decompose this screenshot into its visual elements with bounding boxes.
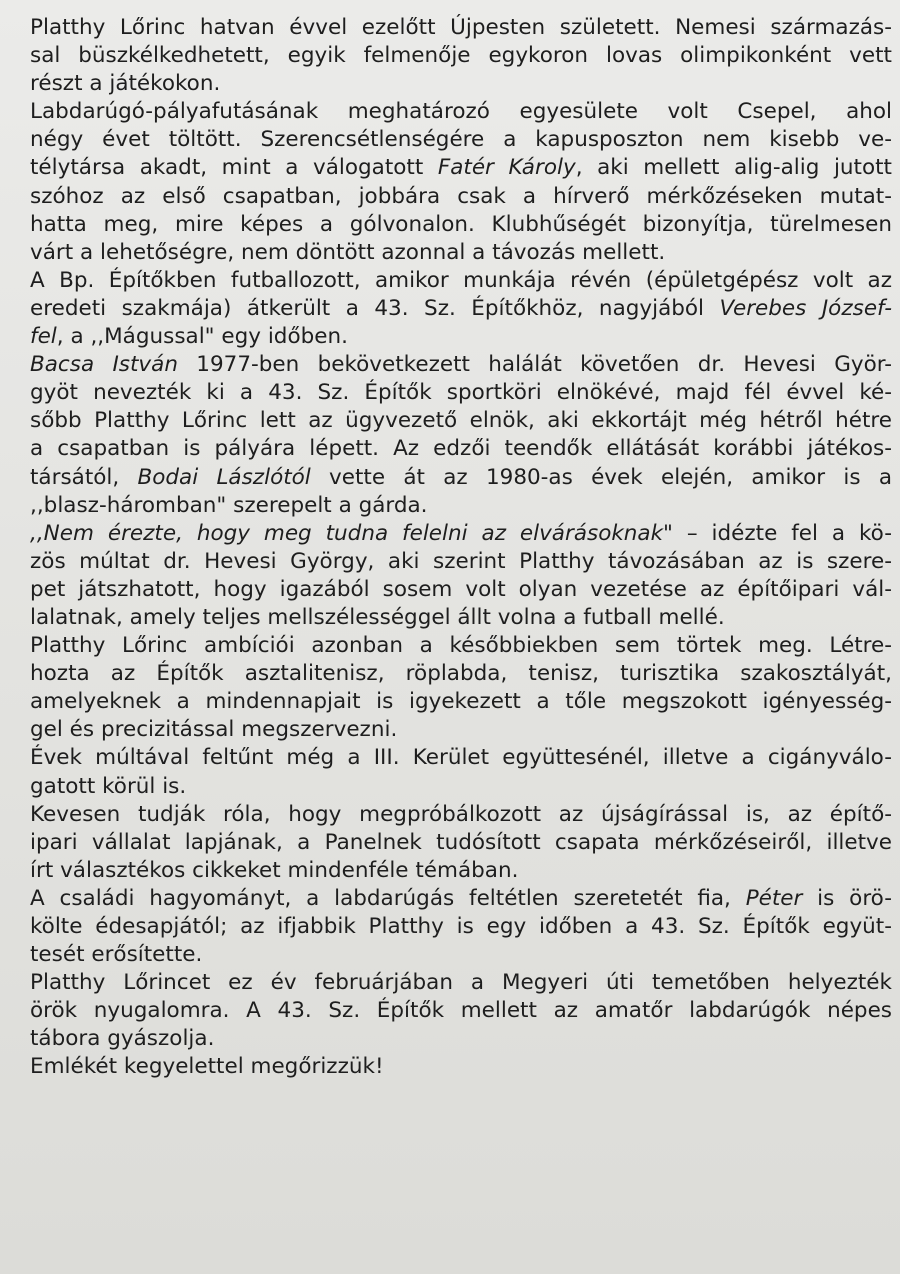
paragraph: [30, 14, 892, 98]
text-segment: Emlékét kegyelettel megőrizzük!: [30, 1054, 384, 1080]
italic-name: Bacsa István: [30, 352, 178, 378]
text-line: [30, 857, 892, 885]
text-line: [30, 295, 892, 323]
text-line: [30, 379, 892, 407]
text-segment: 1977-ben bekövetkezett halálát követően dr. Hevesi Györ-: [177, 352, 892, 378]
text-segment: várt a lehetőségre, nem döntött azonnal a távozás mellett.: [30, 239, 666, 265]
text-line: [30, 239, 892, 267]
text-line: [30, 913, 892, 941]
paragraph: [30, 98, 892, 267]
text-line: [30, 632, 892, 660]
paragraph: [30, 267, 892, 351]
text-segment: négy évet töltött. Szerencsétlenségére a kapusposzton nem kisebb ve-: [30, 127, 892, 153]
text-segment: gel és precizitással megszervezni.: [30, 717, 398, 743]
text-line: [30, 1025, 892, 1053]
text-segment: A Bp. Építőkben futballozott, amikor munkája révén (épületgépész volt az: [30, 267, 892, 293]
text-segment: gatott körül is.: [30, 773, 187, 799]
text-segment: amelyeknek a mindennapjait is igyekezett a tőle megszokott igényesség-: [30, 689, 892, 715]
paragraph: [30, 520, 892, 632]
text-line: [30, 997, 892, 1025]
text-segment: zös múltat dr. Hevesi György, aki szerint Platthy távozásában az is szere-: [30, 548, 892, 574]
text-line: [30, 492, 892, 520]
text-segment: Platthy Lőrinc ambíciói azonban a későbbiekben sem törtek meg. Létre-: [30, 633, 892, 659]
italic-name: Verebes József-: [719, 295, 892, 321]
text-line: [30, 716, 892, 744]
text-line: [30, 885, 892, 913]
text-line: [30, 576, 892, 604]
text-segment: lalatnak, amely teljes mellszélességgel állt volna a futball mellé.: [30, 604, 725, 630]
text-segment: Évek múltával feltűnt még a III. Kerület együttesénél, illetve a cigányválo-: [30, 745, 892, 771]
text-segment: szóhoz az első csapatban, jobbára csak a hírverő mérkőzéseken mutat-: [30, 183, 892, 209]
text-line: [30, 773, 892, 801]
text-segment: Labdarúgó-pályafutásának meghatározó egyesülete volt Csepel, ahol: [30, 99, 892, 125]
text-segment: vette át az 1980-as évek elején, amikor is a: [310, 464, 892, 490]
text-line: [30, 688, 892, 716]
text-line: [30, 969, 892, 997]
text-line: [30, 407, 892, 435]
text-line: [30, 154, 892, 182]
text-line: [30, 42, 892, 70]
text-segment: ,,blasz-háromban" szerepelt a gárda.: [30, 492, 428, 518]
text-segment: hatta meg, mire képes a gólvonalon. Klubhűségét bizonyítja, türelmesen: [30, 211, 892, 237]
italic-name: ,,Nem érezte, hogy meg tudna felelni az elvárásoknak": [30, 520, 673, 546]
text-line: [30, 829, 892, 857]
text-segment: tesét erősítette.: [30, 942, 203, 968]
book-page: [30, 14, 892, 1264]
italic-name: fel: [30, 324, 57, 350]
paragraph: [30, 969, 892, 1053]
paragraph: [30, 1053, 892, 1081]
paragraph: [30, 632, 892, 744]
text-line: [30, 183, 892, 211]
paragraph: [30, 801, 892, 885]
text-line: [30, 351, 892, 379]
text-segment: sal büszkélkedhetett, egyik felmenője egykoron lovas olimpikonként vett: [30, 43, 892, 69]
paragraph: [30, 744, 892, 800]
text-segment: , a ,,Mágussal" egy időben.: [56, 324, 348, 350]
text-segment: tábora gyászolja.: [30, 1026, 215, 1052]
text-line: [30, 1053, 892, 1081]
text-segment: Kevesen tudják róla, hogy megpróbálkozott az újságírással is, az építő-: [30, 801, 892, 827]
text-line: [30, 211, 892, 239]
text-line: [30, 941, 892, 969]
italic-name: Bodai Lászlótól: [137, 464, 311, 490]
text-segment: örök nyugalomra. A 43. Sz. Építők mellett az amatőr labdarúgók népes: [30, 998, 892, 1024]
text-line: [30, 744, 892, 772]
text-line: [30, 98, 892, 126]
text-line: [30, 660, 892, 688]
text-line: [30, 14, 892, 42]
text-segment: ipari vállalat lapjának, a Panelnek tudósított csapata mérkőzéseiről, illetve: [30, 829, 892, 855]
text-line: [30, 323, 892, 351]
text-segment: pet játszhatott, hogy igazából sosem volt olyan vezetése az építőipari vál-: [30, 576, 892, 602]
text-segment: Platthy Lőrinc hatvan évvel ezelőtt Újpesten született. Nemesi származás-: [30, 15, 892, 40]
text-segment: sőbb Platthy Lőrinc lett az ügyvezető elnök, aki ekkortájt még hétről hétre: [30, 408, 892, 434]
text-line: [30, 520, 892, 548]
text-segment: hozta az Építők asztalitenisz, röplabda, tenisz, turisztika szakosztályát,: [30, 661, 892, 687]
text-segment: , aki mellett alig-alig jutott: [575, 155, 892, 181]
text-segment: Platthy Lőrincet ez év februárjában a Megyeri úti temetőben helyezték: [30, 970, 892, 996]
text-line: [30, 604, 892, 632]
text-line: [30, 267, 892, 295]
italic-name: Péter: [745, 885, 803, 911]
text-segment: eredeti szakmája) átkerült a 43. Sz. Építőkhöz, nagyjából: [30, 295, 720, 321]
text-segment: gyöt nevezték ki a 43. Sz. Építők sportköri elnökévé, majd fél évvel ké-: [30, 380, 892, 406]
text-line: [30, 126, 892, 154]
paragraph: [30, 885, 892, 969]
text-line: [30, 548, 892, 576]
text-segment: is örö-: [802, 885, 892, 911]
text-line: [30, 464, 892, 492]
text-segment: télytársa akadt, mint a válogatott: [30, 155, 438, 181]
text-segment: A családi hagyományt, a labdarúgás feltétlen szeretetét fia,: [30, 885, 746, 911]
text-segment: részt a játékokon.: [30, 71, 221, 97]
text-line: [30, 801, 892, 829]
italic-name: Fatér Károly: [437, 155, 576, 181]
text-segment: – idézte fel a kö-: [672, 520, 892, 546]
paragraph: [30, 351, 892, 520]
text-segment: a csapatban is pályára lépett. Az edzői teendők ellátását korábbi játékos-: [30, 436, 892, 462]
text-segment: társától,: [30, 464, 138, 490]
text-segment: költe édesapjától; az ifjabbik Platthy is egy időben a 43. Sz. Építők együt-: [30, 914, 892, 939]
text-segment: írt választékos cikkeket mindenféle témában.: [30, 857, 519, 883]
text-line: [30, 435, 892, 463]
text-line: [30, 70, 892, 98]
